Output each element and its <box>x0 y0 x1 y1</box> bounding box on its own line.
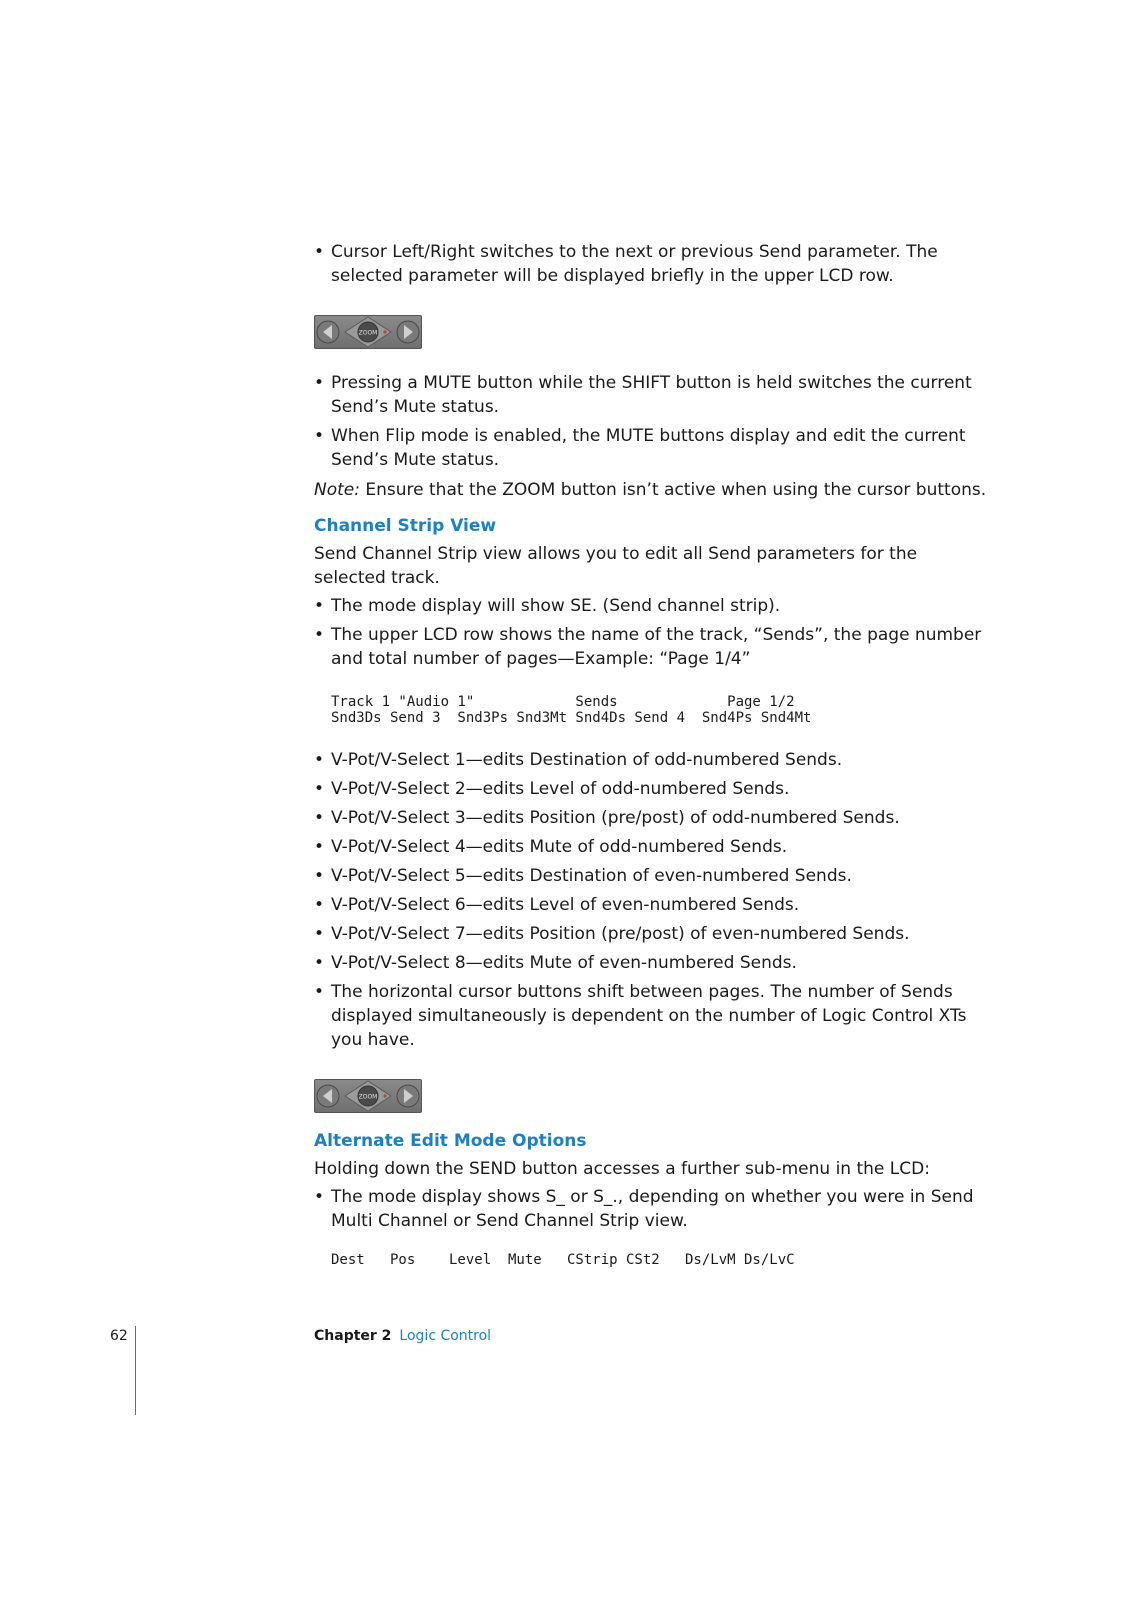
note-text: Ensure that the ZOOM button isn’t active when using the cursor buttons. <box>365 480 987 500</box>
list-item: • V-Pot/V-Select 2—edits Level of odd-numbered Sends. <box>314 777 994 801</box>
list-item: • V-Pot/V-Select 3—edits Position (pre/post) of odd-numbered Sends. <box>314 806 994 830</box>
list-item: • When Flip mode is enabled, the MUTE buttons display and edit the current Send’s Mute status. <box>314 424 994 472</box>
lcd-line: Snd3Ds Send 3 Snd3Ps Snd3Mt Snd4Ds Send 4 Snd4Ps Snd4Mt <box>331 710 812 726</box>
list-item: • V-Pot/V-Select 8—edits Mute of even-numbered Sends. <box>314 951 994 975</box>
page-number: 62 <box>110 1328 128 1344</box>
zoom-label: ZOOM <box>358 329 378 337</box>
footer-rule <box>135 1326 136 1415</box>
zoom-label: ZOOM <box>358 1093 378 1101</box>
note-label: Note: <box>314 480 360 500</box>
cursor-buttons-image <box>314 1079 422 1113</box>
list-item: • V-Pot/V-Select 4—edits Mute of odd-numbered Sends. <box>314 835 994 859</box>
paragraph: Send Channel Strip view allows you to edit all Send parameters for the selected track. <box>314 544 918 588</box>
footer-chapter <box>314 1328 491 1344</box>
list-item: • V-Pot/V-Select 1—edits Destination of odd-numbered Sends. <box>314 748 994 772</box>
paragraph: Holding down the SEND button accesses a further sub-menu in the LCD: <box>314 1159 930 1179</box>
list-item: • The mode display will show SE. (Send channel strip). <box>314 594 994 618</box>
cursor-buttons-image <box>314 315 422 349</box>
chapter-label: Chapter 2 <box>314 1328 392 1344</box>
list-item: • Pressing a MUTE button while the SHIFT button is held switches the current Send’s Mute status. <box>314 371 994 419</box>
list-item: • The horizontal cursor buttons shift between pages. The number of Sends displayed simultaneously is dependent on the number of Logic Control XTs you have. <box>314 980 994 1052</box>
page-content <box>314 240 994 1268</box>
section-heading-channel-strip: Channel Strip View <box>314 516 497 536</box>
list-item: • V-Pot/V-Select 6—edits Level of even-numbered Sends. <box>314 893 994 917</box>
chapter-title: Logic Control <box>399 1328 492 1344</box>
list-item: • V-Pot/V-Select 7—edits Position (pre/post) of even-numbered Sends. <box>314 922 994 946</box>
note <box>314 478 994 502</box>
list-item: • V-Pot/V-Select 5—edits Destination of even-numbered Sends. <box>314 864 994 888</box>
list-item: • The upper LCD row shows the name of the track, “Sends”, the page number and total number of pages—Example: “Page 1/4” <box>314 623 994 671</box>
list-item: • The mode display shows S_ or S_., depending on whether you were in Send Multi Channel or Send Channel Strip view. <box>314 1185 994 1233</box>
section-heading-alternate: Alternate Edit Mode Options <box>314 1131 587 1151</box>
lcd-line: Track 1 "Audio 1" Sends Page 1/2 <box>331 694 795 710</box>
lcd-line: Dest Pos Level Mute CStrip CSt2 Ds/LvM Ds/LvC <box>331 1252 795 1268</box>
list-item: • Cursor Left/Right switches to the next or previous Send parameter. The selected parameter will be displayed briefly in the upper LCD row. <box>314 240 994 288</box>
